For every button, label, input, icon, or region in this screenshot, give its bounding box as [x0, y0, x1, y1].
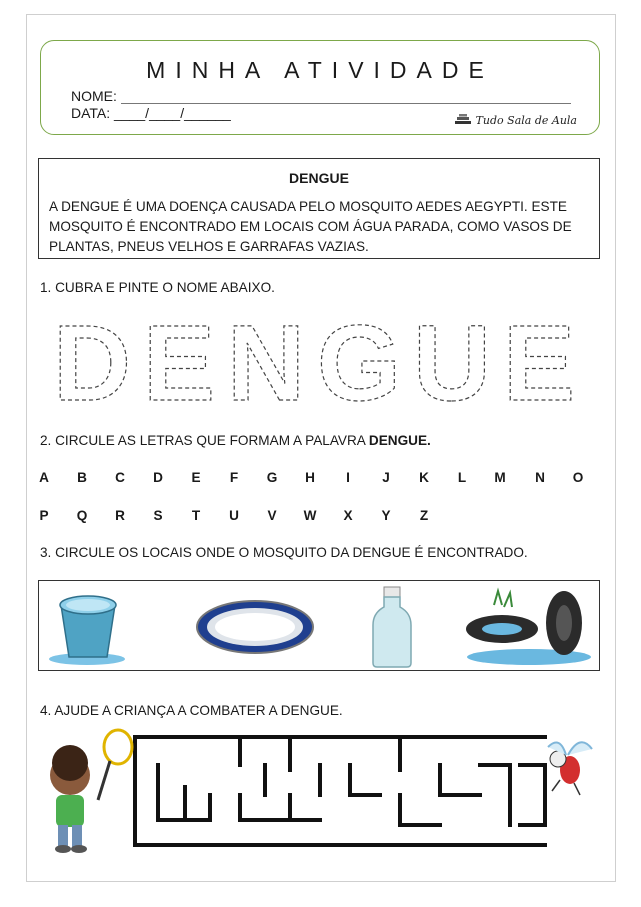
maze-walls [135, 737, 545, 845]
plate-icon[interactable] [194, 597, 316, 657]
letter-r[interactable]: R [115, 508, 125, 523]
trace-word[interactable] [40, 312, 600, 412]
date-field[interactable] [71, 105, 231, 121]
name-field[interactable] [71, 88, 571, 104]
books-icon [454, 113, 472, 127]
letter-x[interactable]: X [343, 508, 353, 523]
name-line[interactable] [121, 103, 571, 104]
letter-s[interactable]: S [153, 508, 163, 523]
tires-icon[interactable] [464, 585, 594, 667]
letter-a[interactable]: A [39, 470, 49, 485]
question-2-bold: DENGUE. [368, 433, 431, 448]
activity-title: MINHA ATIVIDADE [146, 57, 494, 83]
boy-icon [50, 745, 90, 853]
question-2-text: 2. CIRCULE AS LETRAS QUE FORMAM A PALAVRA [40, 433, 369, 448]
letter-e[interactable]: E [191, 470, 201, 485]
bottle-icon[interactable] [369, 585, 415, 669]
question-2 [40, 433, 431, 448]
letter-l[interactable]: L [457, 470, 467, 485]
info-text: A DENGUE É UMA DOENÇA CAUSADA PELO MOSQUITO AEDES AEGYPTI. ESTE MOSQUITO É ENCONTRADO EM LOCAIS COM ÁGUA PARADA, COMO VASOS DE PLANTAS, PNEUS VELHOS E GARRAFAS VAZIAS. [49, 199, 572, 254]
maze[interactable] [40, 725, 600, 860]
letter-q[interactable]: Q [76, 508, 88, 523]
letter-b[interactable]: B [77, 470, 87, 485]
letter-p[interactable]: P [39, 508, 49, 523]
letter-f[interactable]: F [229, 470, 239, 485]
bucket-icon[interactable] [47, 587, 129, 667]
question-3: 3. CIRCULE OS LOCAIS ONDE O MOSQUITO DA DENGUE É ENCONTRADO. [40, 545, 528, 560]
letter-h[interactable]: H [305, 470, 315, 485]
logo-text: Tudo Sala de Aula [475, 113, 577, 127]
date-label: DATA: ____/____/______ [71, 105, 231, 121]
letter-i[interactable]: I [346, 470, 350, 485]
letter-k[interactable]: K [419, 470, 429, 485]
dengue-info-box [38, 158, 600, 259]
places-box [38, 580, 600, 671]
letter-g[interactable]: G [266, 470, 278, 485]
info-title: DENGUE [289, 170, 349, 186]
name-label: NOME: [71, 88, 117, 104]
question-4: 4. AJUDE A CRIANÇA A COMBATER A DENGUE. [40, 703, 343, 718]
letter-c[interactable]: C [115, 470, 125, 485]
trace-word-text[interactable]: DENGUE [52, 312, 588, 412]
letter-u[interactable]: U [229, 508, 239, 523]
letter-o[interactable]: O [572, 470, 584, 485]
letter-m[interactable]: M [494, 470, 506, 485]
letter-w[interactable]: W [303, 508, 317, 523]
letter-t[interactable]: T [191, 508, 201, 523]
letter-n[interactable]: N [535, 470, 545, 485]
question-1: 1. CUBRA E PINTE O NOME ABAIXO. [40, 280, 275, 295]
mosquito-icon [548, 742, 592, 795]
logo [454, 109, 577, 131]
racket-icon [98, 730, 132, 800]
letter-j[interactable]: J [382, 470, 390, 485]
letter-y[interactable]: Y [381, 508, 391, 523]
letter-z[interactable]: Z [419, 508, 429, 523]
letter-d[interactable]: D [153, 470, 163, 485]
activity-header [40, 40, 600, 135]
letter-v[interactable]: V [267, 508, 277, 523]
